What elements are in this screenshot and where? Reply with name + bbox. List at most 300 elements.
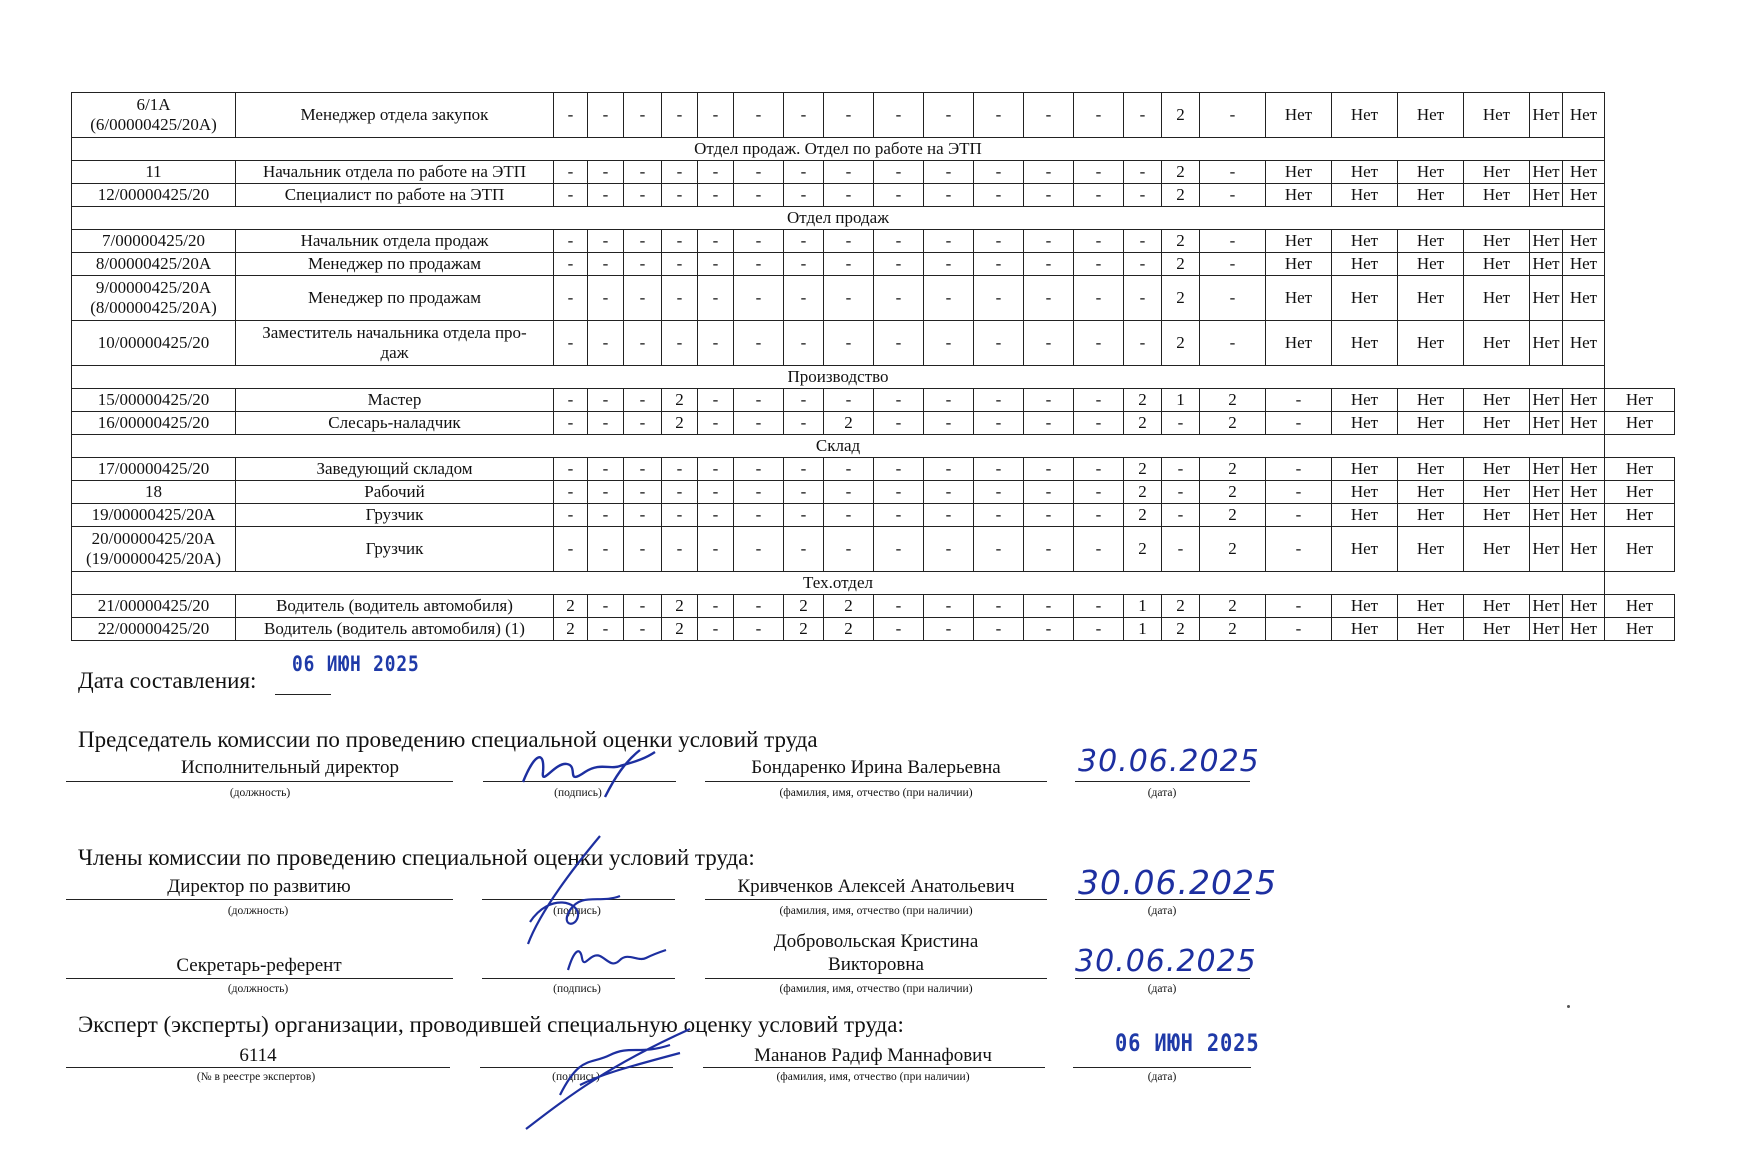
- date-compiled-blank: [275, 694, 331, 695]
- table-cell: -: [624, 595, 662, 618]
- member-1-date-line: [1075, 899, 1250, 900]
- table-cell: -: [1124, 93, 1162, 138]
- table-cell: -: [1024, 412, 1074, 435]
- table-cell: Нет: [1605, 504, 1675, 527]
- table-cell: Нет: [1464, 93, 1530, 138]
- table-cell: -: [734, 481, 784, 504]
- table-cell: Нет: [1464, 595, 1530, 618]
- table-row: [72, 230, 1675, 253]
- table-cell: -: [734, 276, 784, 321]
- table-cell: Нет: [1464, 527, 1530, 572]
- table-cell: Нет: [1398, 412, 1464, 435]
- table-cell: -: [1074, 527, 1124, 572]
- member-2-name-line: [705, 978, 1047, 979]
- workplace-number: 7/00000425/20: [72, 230, 236, 253]
- table-cell: Нет: [1332, 412, 1398, 435]
- table-cell: -: [824, 481, 874, 504]
- member-1-position: Директор по развитию: [167, 876, 351, 897]
- table-cell: -: [974, 595, 1024, 618]
- workplace-title: Начальник отдела по работе на ЭТП: [236, 161, 554, 184]
- table-cell: -: [1024, 618, 1074, 641]
- table-cell: 2: [1200, 412, 1266, 435]
- table-cell: Нет: [1398, 321, 1464, 366]
- table-cell: 2: [662, 595, 698, 618]
- table-cell: -: [554, 93, 588, 138]
- workplace-number: 19/00000425/20А: [72, 504, 236, 527]
- table-cell: -: [734, 93, 784, 138]
- table-cell: -: [734, 161, 784, 184]
- table-cell: -: [662, 527, 698, 572]
- table-cell: -: [874, 412, 924, 435]
- table-cell: -: [662, 253, 698, 276]
- member-1-name-caption: (фамилия, имя, отчество (при наличии): [779, 905, 973, 917]
- table-cell: -: [824, 230, 874, 253]
- table-cell: -: [1074, 161, 1124, 184]
- table-cell: 2: [662, 389, 698, 412]
- table-cell: -: [974, 504, 1024, 527]
- table-cell: Нет: [1605, 481, 1675, 504]
- member-2-signature-caption: (подпись): [553, 983, 601, 995]
- table-cell: 2: [1200, 527, 1266, 572]
- table-cell: -: [698, 595, 734, 618]
- table-cell: Нет: [1332, 161, 1398, 184]
- table-cell: -: [662, 504, 698, 527]
- table-cell: -: [1074, 412, 1124, 435]
- table-cell: Нет: [1332, 458, 1398, 481]
- member-1-position-line: [66, 899, 453, 900]
- table-cell: -: [624, 253, 662, 276]
- table-cell: -: [554, 504, 588, 527]
- table-cell: -: [1024, 458, 1074, 481]
- member-1-signature: [520, 832, 640, 952]
- table-cell: -: [974, 458, 1024, 481]
- table-cell: -: [924, 253, 974, 276]
- table-cell: -: [588, 253, 624, 276]
- table-cell: 2: [1124, 389, 1162, 412]
- workplace-number: 21/00000425/20: [72, 595, 236, 618]
- table-cell: Нет: [1464, 321, 1530, 366]
- table-cell: 2: [1200, 595, 1266, 618]
- table-cell: -: [974, 184, 1024, 207]
- table-cell: Нет: [1332, 230, 1398, 253]
- table-cell: 2: [1200, 458, 1266, 481]
- table-cell: Нет: [1530, 184, 1563, 207]
- table-cell: -: [698, 276, 734, 321]
- table-cell: -: [924, 504, 974, 527]
- table-cell: Нет: [1398, 458, 1464, 481]
- table-cell: Нет: [1266, 184, 1332, 207]
- table-cell: -: [784, 93, 824, 138]
- table-cell: -: [1200, 184, 1266, 207]
- table-cell: -: [624, 389, 662, 412]
- table-cell: -: [924, 276, 974, 321]
- table-cell: -: [784, 161, 824, 184]
- table-cell: Нет: [1332, 321, 1398, 366]
- table-cell: -: [1024, 527, 1074, 572]
- table-cell: Нет: [1332, 595, 1398, 618]
- expert-date-line: [1073, 1067, 1251, 1068]
- table-cell: Нет: [1398, 389, 1464, 412]
- table-cell: -: [624, 458, 662, 481]
- table-cell: -: [734, 230, 784, 253]
- table-cell: -: [662, 321, 698, 366]
- table-cell: Нет: [1563, 321, 1605, 366]
- table-cell: -: [924, 618, 974, 641]
- table-cell: -: [784, 481, 824, 504]
- member-1-name: Кривченков Алексей Анатольевич: [737, 876, 1015, 897]
- table-cell: Нет: [1464, 618, 1530, 641]
- table-cell: -: [734, 389, 784, 412]
- table-cell: -: [824, 93, 874, 138]
- workplace-number: 15/00000425/20: [72, 389, 236, 412]
- table-cell: Нет: [1530, 481, 1563, 504]
- chair-date: 30.06.2025: [1078, 744, 1260, 779]
- table-cell: -: [662, 276, 698, 321]
- table-cell: -: [1024, 184, 1074, 207]
- table-cell: -: [588, 161, 624, 184]
- table-cell: -: [784, 458, 824, 481]
- table-cell: Нет: [1605, 412, 1675, 435]
- table-cell: Нет: [1266, 321, 1332, 366]
- expert-heading: Эксперт (эксперты) организации, проводившей специальную оценку условий труда:: [78, 1012, 904, 1037]
- section-row: [72, 207, 1675, 230]
- table-cell: Нет: [1605, 389, 1675, 412]
- table-cell: -: [784, 253, 824, 276]
- table-cell: -: [974, 618, 1024, 641]
- table-cell: -: [1266, 527, 1332, 572]
- table-cell: -: [588, 504, 624, 527]
- table-cell: -: [662, 481, 698, 504]
- workplace-title: Водитель (водитель автомобиля): [236, 595, 554, 618]
- table-cell: -: [924, 230, 974, 253]
- workplace-title: Заведующий складом: [236, 458, 554, 481]
- table-cell: -: [1074, 230, 1124, 253]
- table-cell: -: [734, 504, 784, 527]
- table-cell: Нет: [1464, 481, 1530, 504]
- chair-signature: [515, 742, 675, 802]
- table-cell: Нет: [1398, 504, 1464, 527]
- table-cell: -: [874, 504, 924, 527]
- table-cell: -: [1074, 389, 1124, 412]
- table-cell: -: [1074, 276, 1124, 321]
- table-cell: Нет: [1530, 458, 1563, 481]
- table-cell: -: [1124, 321, 1162, 366]
- table-cell: Нет: [1464, 276, 1530, 321]
- member-2-date-line: [1075, 978, 1250, 979]
- table-cell: 2: [554, 595, 588, 618]
- table-cell: Нет: [1464, 389, 1530, 412]
- table-cell: -: [624, 527, 662, 572]
- table-cell: -: [974, 161, 1024, 184]
- table-cell: -: [588, 618, 624, 641]
- table-cell: Нет: [1530, 389, 1563, 412]
- workplace-title: Грузчик: [236, 527, 554, 572]
- table-cell: -: [1124, 184, 1162, 207]
- table-cell: -: [924, 458, 974, 481]
- table-cell: 2: [1200, 481, 1266, 504]
- expert-name: Мананов Радиф Маннафович: [754, 1045, 992, 1066]
- table-cell: -: [734, 458, 784, 481]
- table-cell: -: [662, 458, 698, 481]
- table-cell: -: [588, 93, 624, 138]
- table-cell: 2: [1124, 527, 1162, 572]
- table-cell: -: [1266, 618, 1332, 641]
- table-cell: -: [624, 93, 662, 138]
- table-cell: -: [784, 504, 824, 527]
- table-cell: -: [698, 161, 734, 184]
- workplace-number: 11: [72, 161, 236, 184]
- table-cell: -: [698, 618, 734, 641]
- table-cell: Нет: [1563, 412, 1605, 435]
- workplace-title: Начальник отдела продаж: [236, 230, 554, 253]
- table-cell: -: [698, 93, 734, 138]
- table-cell: 2: [1162, 230, 1200, 253]
- table-cell: -: [734, 412, 784, 435]
- table-cell: Нет: [1605, 527, 1675, 572]
- table-cell: -: [1024, 253, 1074, 276]
- chair-signature-caption: (подпись): [554, 787, 602, 799]
- table-cell: Нет: [1398, 481, 1464, 504]
- table-cell: -: [734, 618, 784, 641]
- table-cell: -: [554, 412, 588, 435]
- table-cell: -: [1024, 504, 1074, 527]
- table-cell: Нет: [1266, 276, 1332, 321]
- table-cell: -: [974, 481, 1024, 504]
- table-cell: -: [924, 184, 974, 207]
- expert-number-line: [66, 1067, 450, 1068]
- table-row: [72, 93, 1675, 138]
- table-cell: Нет: [1563, 527, 1605, 572]
- table-cell: -: [1266, 458, 1332, 481]
- member-1-position-caption: (должность): [227, 905, 289, 917]
- expert-number-caption: (№ в реестре экспертов): [196, 1071, 316, 1083]
- workplace-number: 12/00000425/20: [72, 184, 236, 207]
- table-cell: Нет: [1563, 161, 1605, 184]
- table-cell: Нет: [1530, 161, 1563, 184]
- table-cell: -: [974, 412, 1024, 435]
- table-cell: 1: [1124, 618, 1162, 641]
- table-cell: Нет: [1332, 184, 1398, 207]
- table-cell: -: [874, 481, 924, 504]
- table-cell: -: [1124, 253, 1162, 276]
- table-cell: -: [1024, 321, 1074, 366]
- table-cell: -: [698, 527, 734, 572]
- table-cell: -: [554, 230, 588, 253]
- table-cell: 1: [1124, 595, 1162, 618]
- table-cell: -: [698, 230, 734, 253]
- workplace-title: Мастер: [236, 389, 554, 412]
- table-cell: -: [554, 321, 588, 366]
- table-cell: Нет: [1398, 527, 1464, 572]
- table-cell: Нет: [1332, 389, 1398, 412]
- table-cell: 2: [784, 618, 824, 641]
- workplace-number: 9/00000425/20А (8/00000425/20А): [72, 276, 236, 321]
- table-cell: -: [588, 595, 624, 618]
- section-row: [72, 138, 1675, 161]
- section-title: Отдел продаж. Отдел по работе на ЭТП: [72, 138, 1605, 161]
- table-cell: -: [1162, 504, 1200, 527]
- table-cell: -: [824, 389, 874, 412]
- workplace-number: 8/00000425/20А: [72, 253, 236, 276]
- table-cell: -: [1074, 93, 1124, 138]
- table-cell: Нет: [1332, 276, 1398, 321]
- table-cell: -: [1074, 481, 1124, 504]
- table-cell: Нет: [1332, 504, 1398, 527]
- date-compiled-label: Дата составления:: [78, 668, 257, 693]
- workplace-title: Слесарь-наладчик: [236, 412, 554, 435]
- member-2-position: Секретарь-референт: [176, 955, 342, 976]
- table-cell: -: [624, 412, 662, 435]
- table-cell: Нет: [1563, 504, 1605, 527]
- table-cell: -: [1200, 321, 1266, 366]
- table-cell: -: [974, 389, 1024, 412]
- table-cell: Нет: [1530, 321, 1563, 366]
- expert-date-stamp: 06 ИЮН 2025: [1115, 1029, 1260, 1057]
- table-row: [72, 458, 1675, 481]
- table-cell: -: [554, 253, 588, 276]
- member-2-date: 30.06.2025: [1075, 944, 1257, 979]
- table-cell: -: [974, 276, 1024, 321]
- table-cell: -: [1024, 230, 1074, 253]
- table-cell: -: [1074, 321, 1124, 366]
- table-cell: Нет: [1332, 93, 1398, 138]
- table-cell: -: [1024, 389, 1074, 412]
- table-cell: -: [824, 184, 874, 207]
- workplace-title: Рабочий: [236, 481, 554, 504]
- table-cell: Нет: [1332, 527, 1398, 572]
- sout-results-table: [71, 92, 1675, 641]
- table-cell: -: [874, 321, 924, 366]
- workplace-title: Заместитель начальника отдела про- даж: [236, 321, 554, 366]
- table-cell: -: [624, 276, 662, 321]
- table-cell: -: [874, 276, 924, 321]
- table-cell: -: [554, 458, 588, 481]
- member-1-date-caption: (дата): [1147, 905, 1177, 917]
- chair-name-caption: (фамилия, имя, отчество (при наличии): [779, 787, 973, 799]
- table-cell: -: [588, 389, 624, 412]
- table-row: [72, 527, 1675, 572]
- table-cell: -: [874, 161, 924, 184]
- chair-name-line: [705, 781, 1047, 782]
- table-cell: Нет: [1563, 618, 1605, 641]
- table-cell: Нет: [1464, 412, 1530, 435]
- table-cell: Нет: [1563, 184, 1605, 207]
- table-cell: 2: [662, 618, 698, 641]
- table-cell: -: [554, 389, 588, 412]
- chair-name: Бондаренко Ирина Валерьевна: [751, 757, 1001, 778]
- expert-name-caption: (фамилия, имя, отчество (при наличии): [776, 1071, 970, 1083]
- table-cell: -: [1200, 230, 1266, 253]
- table-cell: -: [824, 504, 874, 527]
- section-title: Производство: [72, 366, 1605, 389]
- table-cell: 2: [1162, 93, 1200, 138]
- table-cell: -: [1074, 618, 1124, 641]
- table-cell: -: [588, 230, 624, 253]
- section-title: Отдел продаж: [72, 207, 1605, 230]
- table-cell: -: [554, 527, 588, 572]
- table-cell: -: [1200, 276, 1266, 321]
- table-cell: Нет: [1563, 458, 1605, 481]
- table-cell: 2: [1162, 184, 1200, 207]
- workplace-number: 18: [72, 481, 236, 504]
- table-cell: -: [698, 321, 734, 366]
- member-2-name-caption: (фамилия, имя, отчество (при наличии): [779, 983, 973, 995]
- table-cell: -: [874, 389, 924, 412]
- table-cell: -: [1074, 458, 1124, 481]
- table-row: [72, 481, 1675, 504]
- workplace-number: 20/00000425/20А (19/00000425/20А): [72, 527, 236, 572]
- table-row: [72, 595, 1675, 618]
- table-cell: Нет: [1605, 618, 1675, 641]
- table-cell: -: [924, 527, 974, 572]
- table-cell: Нет: [1605, 458, 1675, 481]
- table-cell: Нет: [1464, 253, 1530, 276]
- member-1-signature-caption: (подпись): [553, 905, 601, 917]
- table-cell: -: [588, 321, 624, 366]
- table-cell: Нет: [1563, 230, 1605, 253]
- table-cell: Нет: [1530, 412, 1563, 435]
- table-cell: -: [924, 389, 974, 412]
- table-cell: Нет: [1530, 527, 1563, 572]
- table-cell: -: [824, 253, 874, 276]
- table-cell: -: [734, 253, 784, 276]
- table-cell: -: [624, 618, 662, 641]
- table-cell: -: [1074, 504, 1124, 527]
- table-cell: 2: [1162, 595, 1200, 618]
- table-cell: -: [1200, 93, 1266, 138]
- table-cell: -: [874, 595, 924, 618]
- table-row: [72, 161, 1675, 184]
- table-cell: -: [924, 595, 974, 618]
- table-cell: -: [874, 253, 924, 276]
- table-cell: -: [924, 321, 974, 366]
- table-cell: -: [1024, 595, 1074, 618]
- member-2-signature: [560, 940, 670, 980]
- member-2-name: Добровольская Кристина Викторовна: [773, 931, 979, 975]
- table-row: [72, 618, 1675, 641]
- table-cell: Нет: [1563, 253, 1605, 276]
- member-1-name-line: [705, 899, 1047, 900]
- table-cell: -: [554, 481, 588, 504]
- table-cell: -: [824, 161, 874, 184]
- table-cell: -: [1266, 595, 1332, 618]
- workplace-number: 6/1А (6/00000425/20А): [72, 93, 236, 138]
- workplace-number: 10/00000425/20: [72, 321, 236, 366]
- expert-registry-number: 6114: [239, 1045, 277, 1066]
- table-cell: Нет: [1530, 253, 1563, 276]
- table-row: [72, 184, 1675, 207]
- table-cell: Нет: [1530, 618, 1563, 641]
- table-cell: Нет: [1530, 93, 1563, 138]
- expert-signature-caption: (подпись): [552, 1071, 600, 1083]
- table-cell: -: [588, 481, 624, 504]
- table-cell: Нет: [1332, 618, 1398, 641]
- table-cell: Нет: [1266, 253, 1332, 276]
- table-cell: -: [784, 389, 824, 412]
- table-cell: -: [554, 184, 588, 207]
- table-cell: -: [554, 161, 588, 184]
- table-cell: -: [1200, 253, 1266, 276]
- chair-heading: Председатель комиссии по проведению специальной оценки условий труда: [78, 727, 818, 752]
- table-cell: 2: [1162, 253, 1200, 276]
- table-cell: -: [624, 504, 662, 527]
- table-cell: -: [1124, 230, 1162, 253]
- table-cell: Нет: [1464, 161, 1530, 184]
- scan-speck: [1567, 1005, 1570, 1008]
- table-cell: -: [824, 321, 874, 366]
- table-row: [72, 253, 1675, 276]
- table-cell: Нет: [1530, 230, 1563, 253]
